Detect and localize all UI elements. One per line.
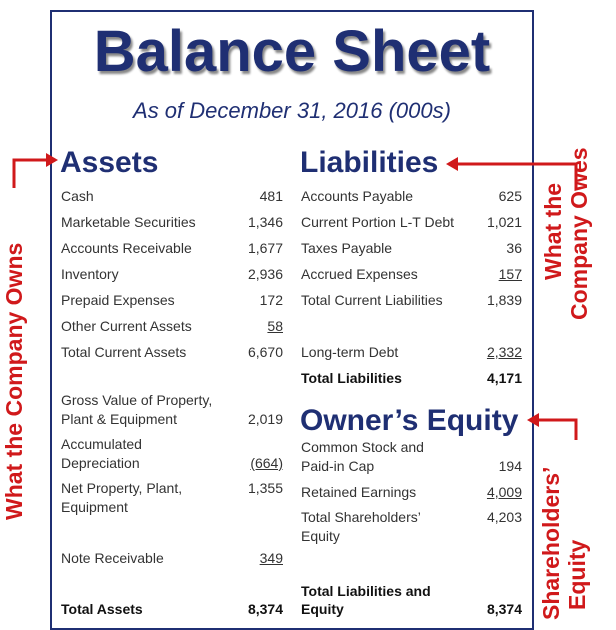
arrow-equity [536, 420, 576, 440]
row-value: 4,171 [486, 370, 522, 386]
row-value: 349 [259, 550, 283, 566]
row-value: 36 [506, 240, 522, 256]
row-label: Retained Earnings [301, 484, 417, 500]
row-value: 1,021 [486, 214, 522, 230]
row-label: Other Current Assets [61, 318, 192, 334]
row-label: Inventory [61, 266, 119, 282]
arrow-liabilities [455, 164, 576, 188]
row-value: 625 [498, 188, 522, 204]
row-label-line2: Depreciation [61, 455, 140, 471]
row-value: 8,374 [247, 601, 283, 617]
row-label: Total Current Assets [61, 344, 187, 360]
row-label-line2: Plant & Equipment [61, 411, 177, 427]
row-value: 194 [498, 458, 522, 474]
row-label: Gross Value of Property, [61, 392, 213, 408]
row-label: Net Property, Plant, [61, 480, 183, 496]
row-label-line2: Equity [301, 528, 340, 544]
row-value: 6,670 [247, 344, 283, 360]
row-label-line2: Equipment [61, 499, 128, 515]
row-label: Prepaid Expenses [61, 292, 175, 308]
row-value: 4,203 [486, 509, 522, 525]
row-label: Current Portion L-T Debt [301, 214, 455, 230]
equity-heading: Owner’s Equity [300, 404, 519, 437]
row-value: (664) [250, 455, 283, 471]
row-label: Accounts Payable [301, 188, 414, 204]
row-label: Total Shareholders’ [301, 509, 421, 525]
row-label: Long-term Debt [301, 344, 399, 360]
row-label: Common Stock and [301, 439, 424, 455]
row-label: Marketable Securities [61, 214, 196, 230]
row-label: Total Current Liabilities [301, 292, 443, 308]
annotation-line: Shareholders’ [538, 466, 564, 620]
row-label: Cash [61, 188, 94, 204]
row-value: 8,374 [486, 601, 522, 617]
arrowhead-liabilities [446, 157, 458, 171]
row-label: Total Liabilities and [301, 583, 431, 599]
row-value: 2,332 [486, 344, 522, 360]
row-value: 2,019 [247, 411, 283, 427]
row-value: 1,346 [247, 214, 283, 230]
row-value: 172 [259, 292, 283, 308]
row-value: 481 [259, 188, 283, 204]
row-label: Total Assets [61, 601, 143, 617]
row-value: 4,009 [486, 484, 522, 500]
row-label: Note Receivable [61, 550, 164, 566]
row-value: 157 [498, 266, 522, 282]
page-title: Balance Sheet [93, 19, 491, 84]
annotation-line: What the [540, 182, 566, 280]
row-label: Accumulated [61, 436, 142, 452]
row-label: Total Liabilities [301, 370, 402, 386]
row-label-line2: Equity [301, 601, 344, 617]
annotation-company-owns: What the Company Owns [1, 242, 27, 520]
arrow-assets [14, 160, 50, 188]
row-label: Accrued Expenses [301, 266, 418, 282]
row-label: Taxes Payable [301, 240, 393, 256]
assets-heading: Assets [60, 146, 159, 179]
arrowhead-assets [46, 153, 58, 167]
liabilities-heading: Liabilities [300, 146, 439, 179]
annotation-line: Equity [564, 539, 590, 610]
page-subtitle: As of December 31, 2016 (000s) [133, 98, 451, 123]
row-value: 2,936 [247, 266, 283, 282]
arrowhead-equity [527, 413, 539, 427]
row-value: 1,355 [247, 480, 283, 496]
row-label-line2: Paid-in Cap [301, 458, 375, 474]
row-value: 58 [267, 318, 283, 334]
row-label: Accounts Receivable [61, 240, 192, 256]
row-value: 1,839 [486, 292, 522, 308]
annotation-line: Company Owes [566, 147, 592, 320]
row-value: 1,677 [247, 240, 283, 256]
